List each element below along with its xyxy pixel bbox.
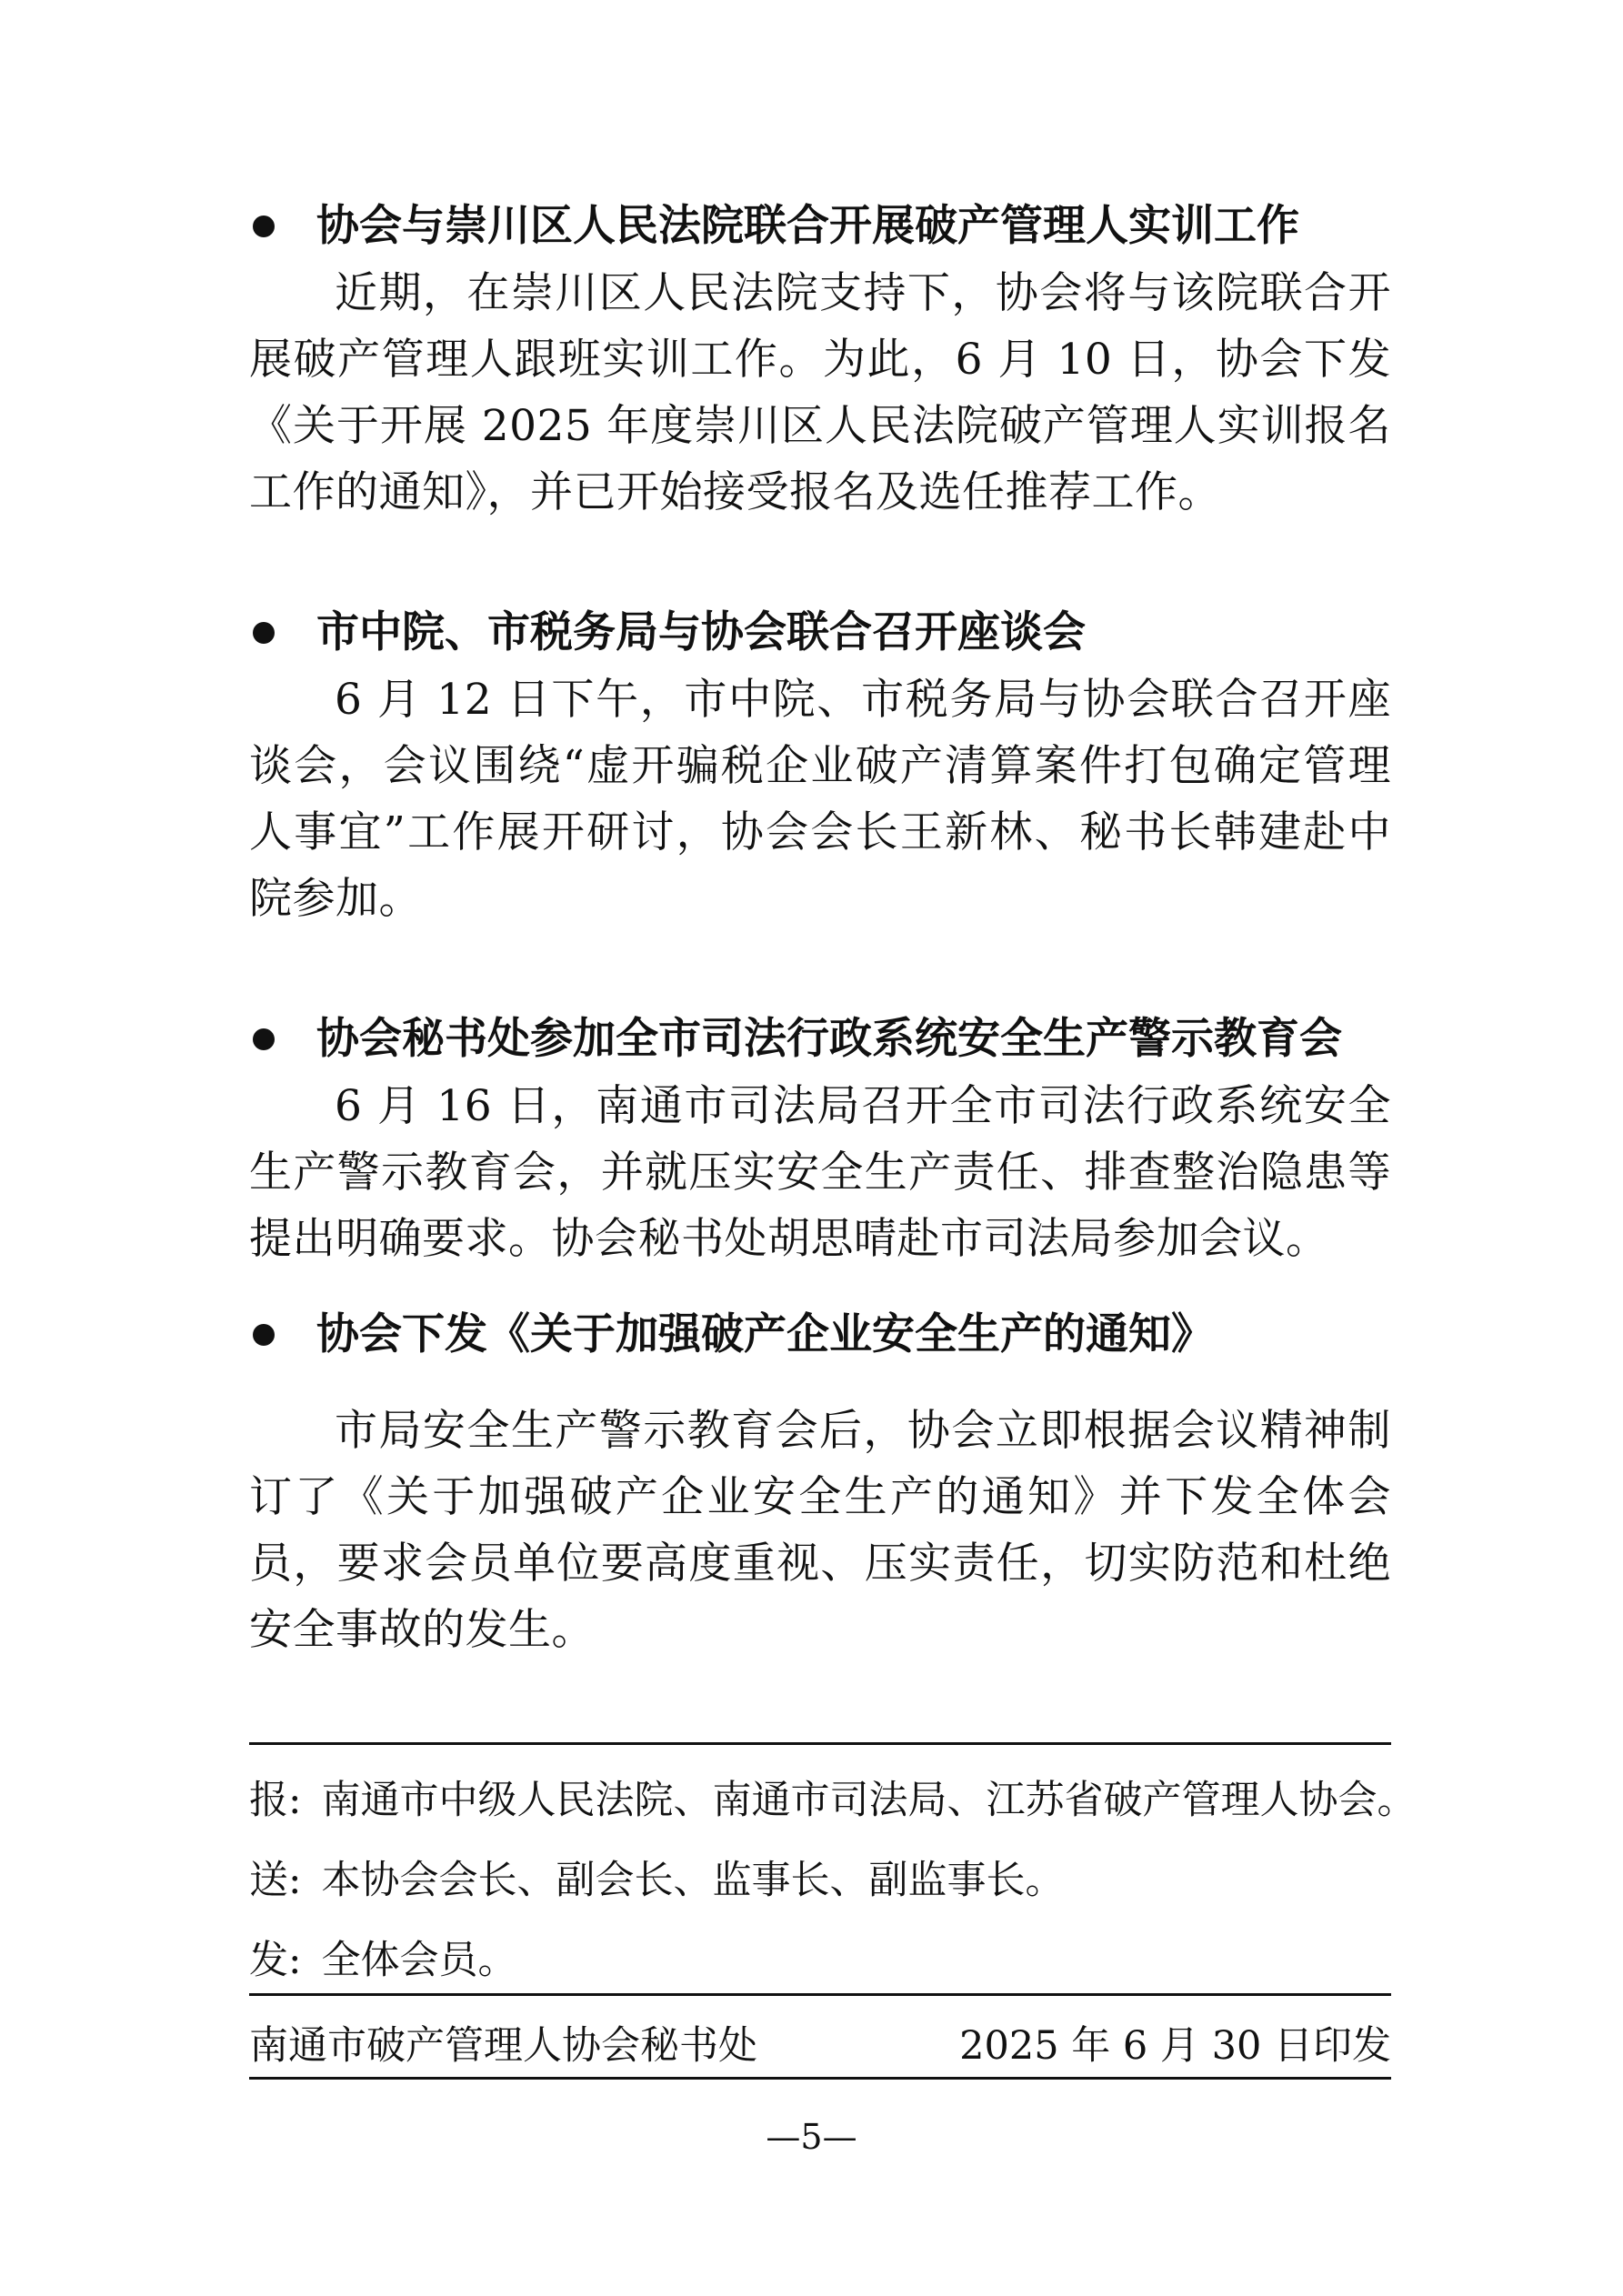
distribution-send	[249, 1853, 1065, 1908]
news-section-2	[249, 599, 1391, 932]
divider-middle	[249, 1993, 1391, 1996]
section-body: 近期，在崇川区人民法院支持下，协会将与该院联合开展破产管理人跟班实训工作。为此，6 月 10 日，协会下发《关于开展 2025 年度崇川区人民法院破产管理人实训报名工作的通知》，并已开始接受报名及选任推荐工作。	[249, 268, 1391, 517]
section-heading	[249, 193, 1391, 260]
issue-recipients: 全体会员。	[321, 1938, 517, 1983]
section-body: 6 月 16 日，南通市司法局召开全市司法行政系统安全生产警示教育会，并就压实安全生产责任、排查整治隐患等提出明确要求。协会秘书处胡思晴赴市司法局参加会议。	[249, 1081, 1391, 1264]
section-heading-text: 协会下发《关于加强破产企业安全生产的通知》	[316, 1309, 1214, 1359]
section-heading-text: 协会与崇川区人民法院联合开展破产管理人实训工作	[316, 201, 1299, 251]
news-content	[249, 193, 1391, 1663]
bullet-icon	[253, 1028, 275, 1050]
section-heading	[249, 599, 1391, 667]
issue-label: 发:	[249, 1938, 302, 1983]
section-body: 市局安全生产警示教育会后，协会立即根据会议精神制订了《关于加强破产企业安全生产的通知》并下发全体会员，要求会员单位要高度重视、压实责任，切实防范和杜绝安全事故的发生。	[249, 1406, 1391, 1655]
bullet-icon	[253, 216, 275, 237]
news-section-4	[249, 1301, 1391, 1663]
divider-bottom	[249, 2077, 1391, 2080]
news-section-3	[249, 1006, 1391, 1272]
send-recipients: 本协会会长、副会长、监事长、副监事长。	[321, 1858, 1065, 1903]
report-recipients: 南通市中级人民法院、南通市司法局、江苏省破产管理人协会。	[321, 1778, 1417, 1823]
section-heading	[249, 1006, 1391, 1073]
bullet-icon	[253, 622, 275, 644]
bullet-icon	[253, 1324, 275, 1346]
section-heading	[249, 1301, 1391, 1369]
printer-info	[249, 2019, 1391, 2073]
send-label: 送:	[249, 1858, 302, 1903]
printer-org: 南通市破产管理人协会秘书处	[249, 2023, 757, 2069]
page-number: —5—	[766, 2117, 857, 2157]
news-section-1	[249, 193, 1391, 526]
print-date: 2025 年 6 月 30 日印发	[959, 2023, 1391, 2069]
section-heading-text: 协会秘书处参加全市司法行政系统安全生产警示教育会	[316, 1014, 1342, 1064]
divider-top	[249, 1742, 1391, 1745]
report-label: 报:	[249, 1778, 302, 1823]
distribution-issue	[249, 1933, 517, 1988]
section-body: 6 月 12 日下午，市中院、市税务局与协会联合召开座谈会，会议围绕“虚开骗税企业破产清算案件打包确定管理人事宜”工作展开研讨，协会会长王新林、秘书长韩建赴中院参加。	[249, 675, 1391, 924]
distribution-report	[249, 1773, 1417, 1828]
section-heading-text: 市中院、市税务局与协会联合召开座谈会	[316, 607, 1086, 657]
